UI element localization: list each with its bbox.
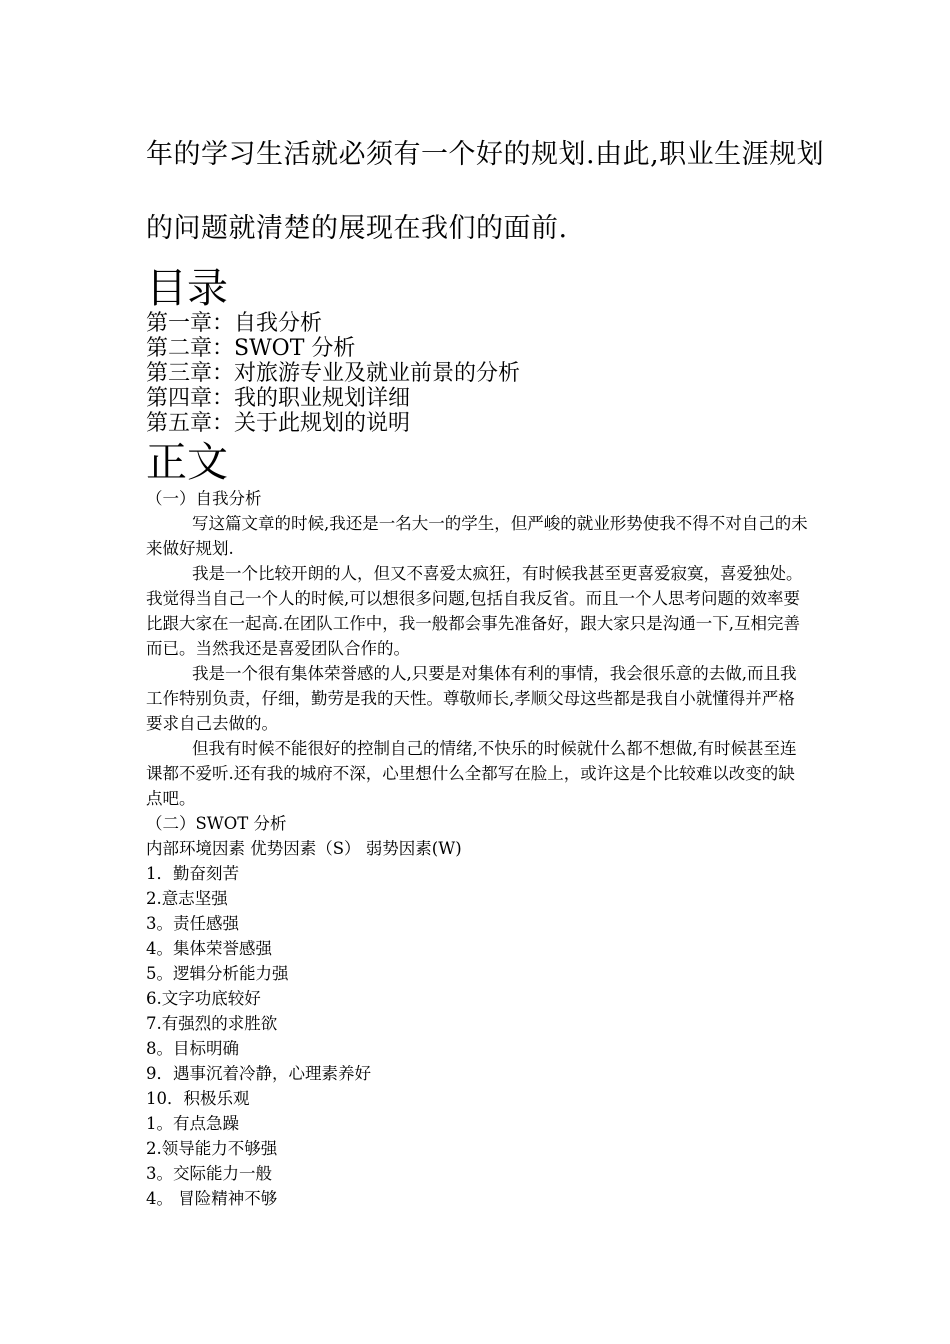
weakness-item: 3。交际能力一般 (146, 1164, 272, 1183)
weakness-item: 2.领导能力不够强 (146, 1139, 278, 1158)
strength-item: 2.意志坚强 (146, 889, 228, 908)
section-heading: （一）自我分析 (146, 489, 262, 508)
toc-title: 目录 (146, 264, 228, 312)
body-title: 正文 (146, 438, 228, 486)
table-of-contents (146, 311, 520, 436)
paragraph: 我是一个很有集体荣誉感的人,只要是对集体有利的事情，我会很乐意的去做,而且我工作特别负责，仔细，勤劳是我的天性。尊敬师长,孝顺父母这些都是我自小就懂得并严格要求自己去做的。 (146, 664, 797, 733)
paragraph: 但我有时候不能很好的控制自己的情绪,不快乐的时候就什么都不想做,有时候甚至连课都不爱听.还有我的城府不深，心里想什么全都写在脸上，或许这是个比较难以改变的缺点吧。 (146, 739, 797, 808)
strength-item: 1．勤奋刻苦 (146, 864, 239, 883)
strength-item: 5。逻辑分析能力强 (146, 964, 289, 983)
weakness-item: 4。 冒险精神不够 (146, 1189, 278, 1208)
paragraph: 写这篇文章的时候,我还是一名大一的学生，但严峻的就业形势使我不得不对自己的未来做好规划. (146, 514, 808, 558)
toc-item: 第五章：关于此规划的说明 (146, 411, 411, 436)
strength-item: 8。目标明确 (146, 1039, 239, 1058)
intro-line-1: 年的学习生活就必须有一个好的规划.由此,职业生涯规划 (146, 139, 825, 170)
swot-subheading: 内部环境因素 优势因素（S） 弱势因素(W) (146, 839, 462, 858)
toc-item: 第二章：SWOT 分析 (146, 336, 356, 361)
strength-item: 3。责任感强 (146, 914, 239, 933)
paragraph: 我是一个比较开朗的人，但又不喜爱太疯狂，有时候我甚至更喜爱寂寞，喜爱独处。我觉得当自己一个人的时候,可以想很多问题,包括自我反省。而且一个人思考问题的效率要比跟大家在一起高.在团队工作中，我一般都会事先准备好，跟大家只是沟通一下,互相完善而已。当然我还是喜爱团队合作的。 (146, 564, 803, 658)
body-text (146, 486, 810, 1211)
toc-item: 第三章：对旅游专业及就业前景的分析 (146, 361, 521, 386)
strength-item: 6.文字功底较好 (146, 989, 261, 1008)
strength-item: 10．积极乐观 (146, 1089, 250, 1108)
intro-line-2: 的问题就清楚的展现在我们的面前. (146, 213, 568, 244)
strength-item: 9．遇事沉着冷静，心理素养好 (146, 1064, 371, 1083)
strength-item: 7.有强烈的求胜欲 (146, 1014, 278, 1033)
strength-item: 4。集体荣誉感强 (146, 939, 272, 958)
toc-item: 第一章：自我分析 (146, 311, 323, 336)
toc-item: 第四章：我的职业规划详细 (146, 386, 411, 411)
section-heading: （二）SWOT 分析 (146, 814, 287, 833)
weakness-item: 1。有点急躁 (146, 1114, 239, 1133)
